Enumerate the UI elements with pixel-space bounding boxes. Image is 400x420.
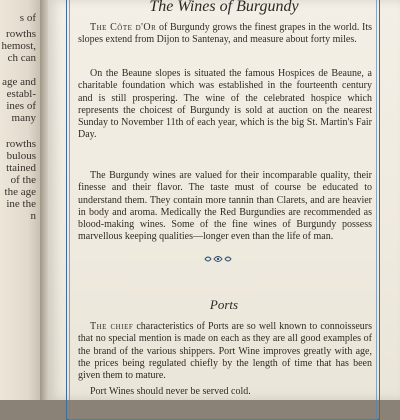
left-page-text-fragment: the age [4,186,36,198]
page-title: The Wines of Burgundy [149,0,299,15]
left-page-text-fragment: many [11,112,36,124]
left-page-text-fragment: ines of [6,100,36,112]
paragraph-text: Port Wines should never be served cold. [90,386,251,397]
left-page-text-fragment: s of [19,12,36,24]
paragraph-cote-dor [78,22,372,47]
right-page [48,0,400,400]
section-title-ports: Ports [209,297,239,312]
paragraph-lead-in: The Côte d'Or [90,22,157,33]
left-page-text-fragment: ttained [6,162,36,174]
paragraph-port-serving [78,386,372,398]
paragraph-burgundy-qualities [78,170,372,244]
left-page-text-fragment: age and [2,76,36,88]
left-page-text-fragment: rowths [6,28,36,40]
left-page-text-fragment: ine the [6,198,36,210]
paragraph-text: The Burgundy wines are valued for their incomparable quality, their finesse and their flavor. The taste must of course be educated to understand them. They contain more tannin than Clarets, and are heavier in body and aroma. Medically the Red Burgundies are recommended as blood-making wines. Some of the fine wines of Burgundy possess marvellous keeping qualities—longer even than the life of man. [78,170,372,243]
paragraph-text: characteristics of Ports are so well known to connoisseurs that no special mention is made on each as they are all good examples of the brand of the various shippers. Port Wine improves greatly with age, the prices being regulated chiefly by the length of time that has been given them to mature. [78,321,372,382]
paragraph-hospices [78,68,372,142]
paragraph-text: of Burgundy grows the finest grapes in the world. Its slopes extend from Dijon to Santenay, and measure about forty miles. [78,22,372,46]
left-page-text-fragment: ch can [7,52,36,64]
left-page-text-fragment: hemost, [1,40,36,52]
left-page-text-fragment: n [30,210,36,222]
left-page-text-fragment: bulous [6,150,36,162]
left-page-text-fragment: of the [10,174,36,186]
left-page-text-fragment: rowths [6,138,36,150]
paragraph-ports [78,321,372,382]
paragraph-text: On the Beaune slopes is situated the famous Hospices de Beaune, a charitable foundation which was established in the fourteenth century and is still prospering. The wine of the celebrated hospice which represents the choicest of Burgundy is sold at auction on the nearest Sunday to November 11th of each year, which is the big St. Martin's Fair Day. [78,68,372,141]
paragraph-lead-in: The chief [90,321,134,332]
decorative-fleuron-icon [203,254,233,264]
left-page-edge [0,0,40,400]
left-page-text-fragment: establ- [6,88,36,100]
